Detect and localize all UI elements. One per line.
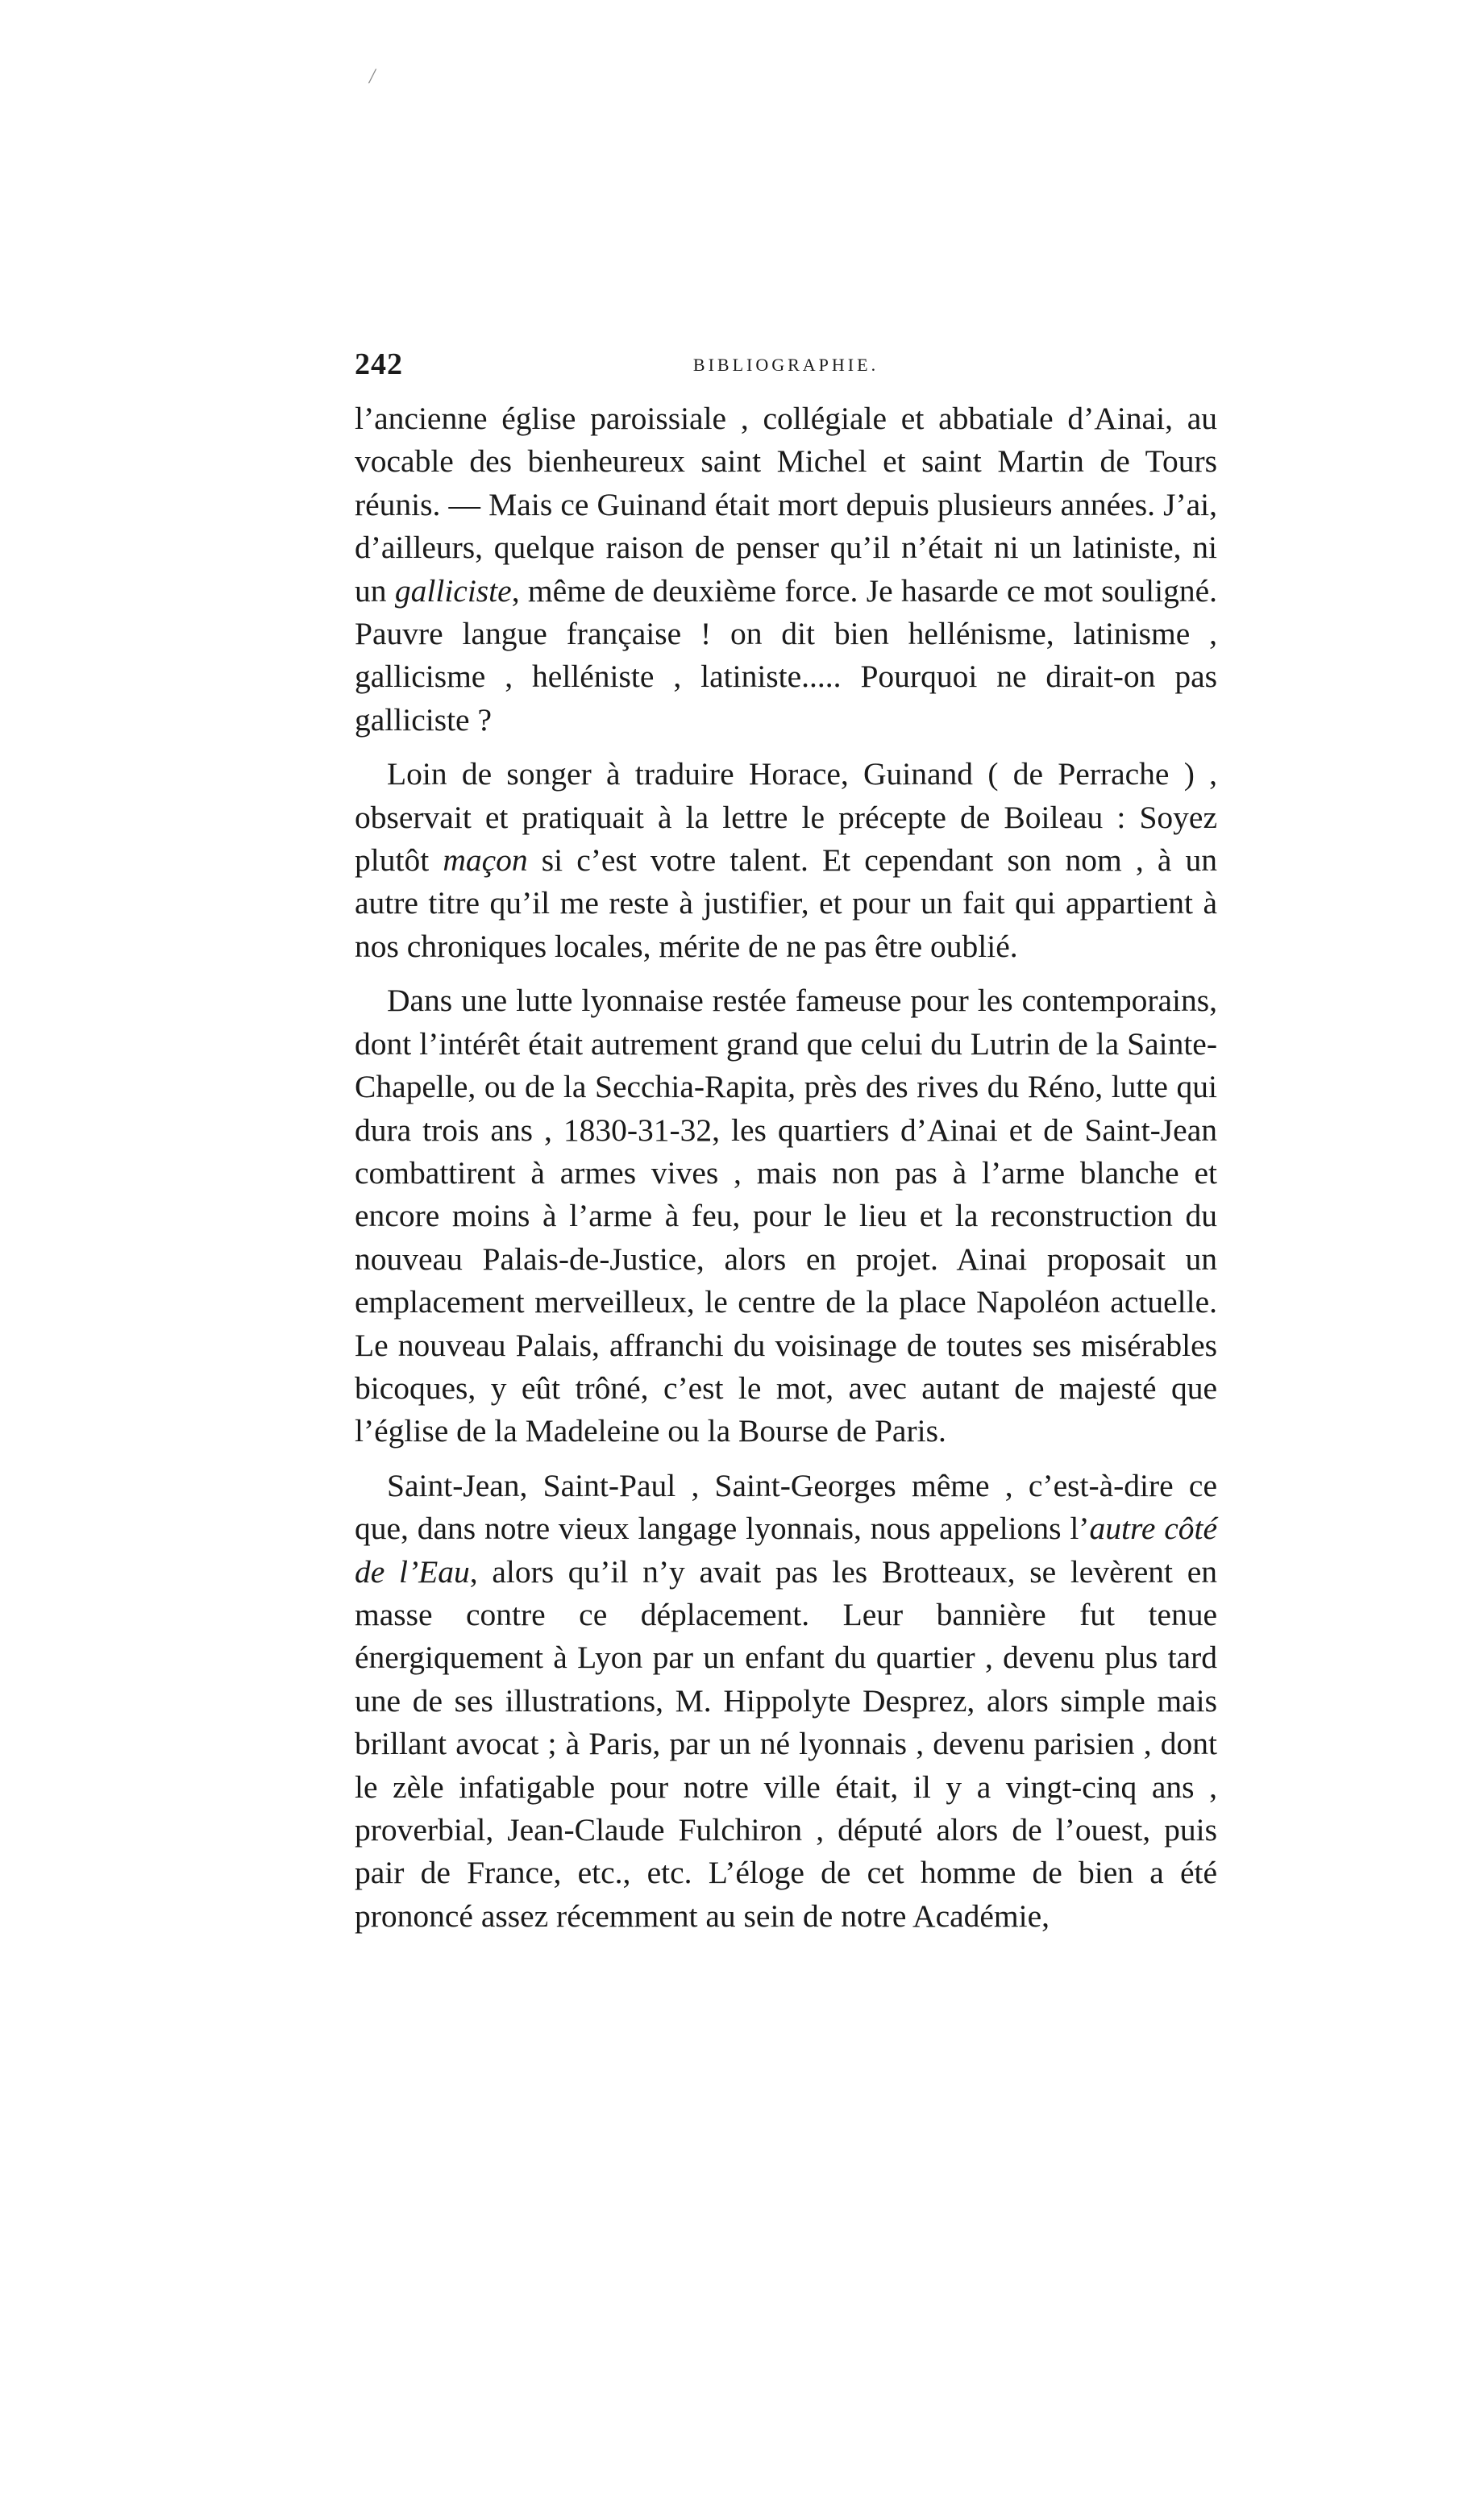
paragraph-4-text-a: Saint-Jean, Saint-Paul , Saint-Georges même , c’est-à-dire ce que, dans notre vieux langage lyonnais, nous appelions l’ (355, 1467, 1217, 1547)
paragraph-2 (355, 753, 1217, 968)
paragraph-4 (355, 1465, 1217, 1938)
running-head: BIBLIOGRAPHIE. (692, 355, 879, 375)
paragraph-1-italic: galliciste (394, 572, 512, 609)
paragraph-3: Dans une lutte lyonnaise restée fameuse pour les contemporains, dont l’intérêt était autrement grand que celui du Lutrin de la Sainte-Chapelle, ou de la Secchia-Rapita, près des rives du Réno, lutte qui dura trois ans , 1830-31-32, les quartiers d’Ainai et de Saint-Jean combattirent à armes vives , mais non pas à l’arme blanche et encore moins à l’arme à feu, pour le lieu et la reconstruction du nouveau Palais-de-Justice, alors en projet. Ainai proposait un emplacement merveilleux, le centre de la place Napoléon actuelle. Le nouveau Palais, affranchi du voisinage de toutes ses misérables bicoques, y eût trôné, c’est le mot, avec autant de majesté que l’église de la Madeleine ou la Bourse de Paris. (355, 983, 1217, 1449)
paragraph-4-text-b: , alors qu’il n’y avait pas les Brotteaux, se levèrent en masse contre ce déplacement. Leur bannière fut tenue énergiquement à Lyon par un enfant du quartier , devenu plus tard une de ses illustrations, M. Hippolyte Desprez, alors simple mais brillant avocat ; à Paris, par un né lyonnais , devenu parisien , dont le zèle infatigable pour notre ville était, il y a vingt-cinq ans , proverbial, Jean-Claude Fulchiron , député alors de l’ouest, puis pair de France, etc., etc. L’éloge de cet homme de bien a été prononcé assez récemment au sein de notre Académie, (355, 1553, 1217, 1934)
paragraph-4-italic: autre côté de l’Eau (355, 1511, 1217, 1590)
paragraph-1-text-b: , même de deuxième force. Je hasarde ce mot souligné. Pauvre langue française ! on dit bien hellénisme, latinisme , gallicisme , helléniste , latiniste..... Pourquoi ne dirait-on pas galliciste ? (355, 572, 1217, 738)
paragraph-2-italic: maçon (443, 842, 528, 879)
paragraph-1 (355, 397, 1217, 742)
paragraph-1-text-a: l’ancienne église paroissiale , collégiale et abbatiale d’Ainai, au vocable des bienheureux saint Michel et saint Martin de Tours réunis. — Mais ce Guinand était mort depuis plusieurs années. J’ai, d’ailleurs, quelque raison de penser qu’il n’était ni un latiniste, ni un (355, 401, 1217, 609)
paragraph-2-text-a: Loin de songer à traduire Horace, Guinand ( de Perrache ) , observait et pratiquait à la lettre le précepte de Boileau : Soyez plutôt (355, 756, 1217, 879)
stray-mark: / (369, 64, 376, 88)
page-number: 242 (355, 347, 403, 381)
body-text (355, 397, 1217, 1949)
paragraph-2-text-b: si c’est votre talent. Et cependant son nom , à un autre titre qu’il me reste à justifier, et pour un fait qui appartient à nos chroniques locales, mérite de ne pas être oublié. (355, 842, 1217, 964)
page-header (355, 347, 1217, 395)
